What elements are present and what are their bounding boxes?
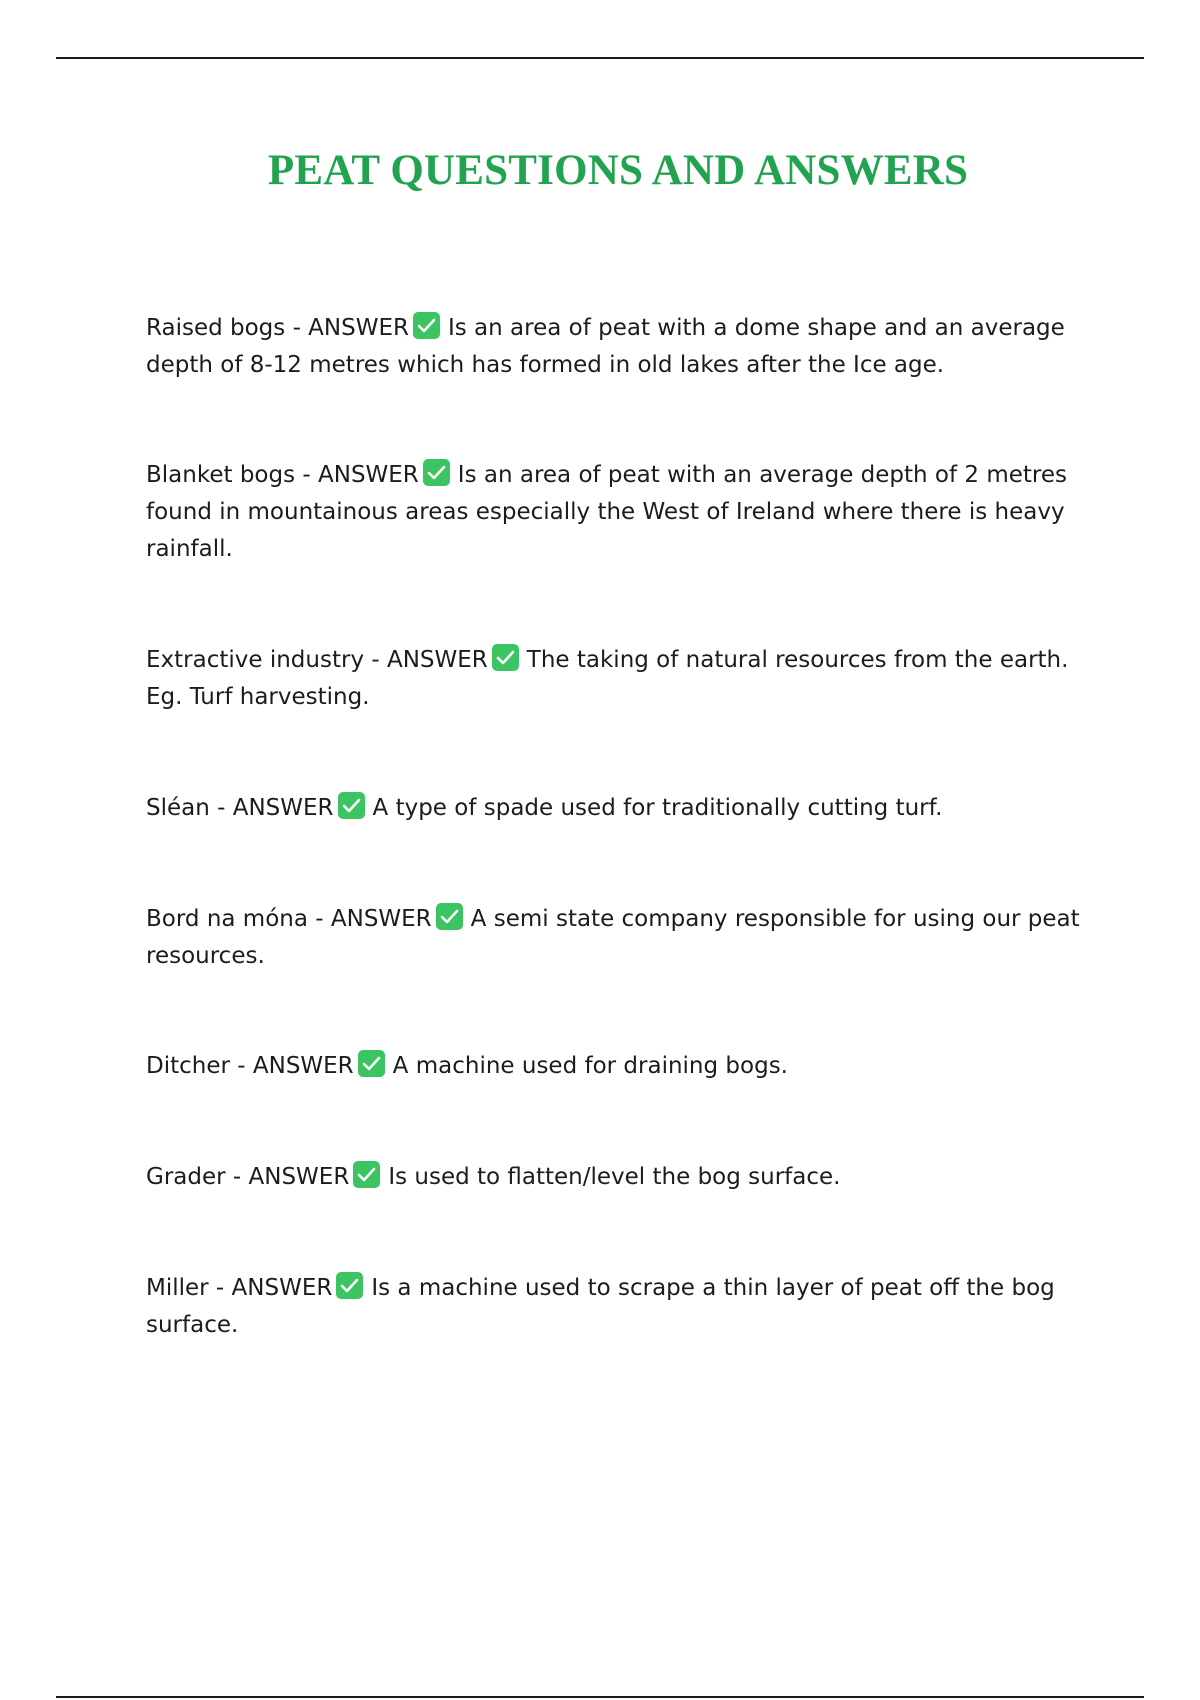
term: Blanket bogs	[146, 462, 296, 488]
answer-text: Is used to flatten/level the bog surface.	[388, 1164, 841, 1190]
qa-item-raised-bogs	[146, 310, 1086, 384]
check-icon	[436, 903, 463, 930]
check-icon	[423, 459, 450, 486]
page-title: PEAT QUESTIONS AND ANSWERS	[267, 147, 969, 194]
answer-text: Is a machine used to scrape a thin layer of peat off the bog surface.	[146, 1275, 1055, 1338]
answer-label: - ANSWER	[307, 906, 432, 932]
term: Sléan	[146, 795, 210, 821]
answer-label: - ANSWER	[229, 1053, 354, 1079]
qa-item-grader	[146, 1159, 1086, 1196]
check-icon	[338, 792, 365, 819]
term: Ditcher	[146, 1053, 230, 1079]
term: Bord na móna	[146, 906, 308, 932]
term: Grader	[146, 1164, 226, 1190]
answer-text: A machine used for draining bogs.	[392, 1053, 788, 1079]
answer-label: - ANSWER	[208, 1275, 333, 1301]
qa-item-extractive-industry	[146, 642, 1086, 716]
bottom-rule	[56, 1696, 1144, 1698]
answer-text: Is an area of peat with a dome shape and an average depth of 8-12 metres which has formed in old lakes after the Ice age.	[146, 315, 1065, 378]
qa-item-blanket-bogs	[146, 457, 1086, 568]
term: Extractive industry	[146, 647, 365, 673]
answer-label: - ANSWER	[225, 1164, 350, 1190]
term: Raised bogs	[146, 315, 286, 341]
term: Miller	[146, 1275, 209, 1301]
check-icon	[413, 312, 440, 339]
qa-item-miller	[146, 1270, 1086, 1344]
check-icon	[492, 644, 519, 671]
top-rule	[56, 57, 1144, 59]
answer-label: - ANSWER	[364, 647, 488, 673]
answer-text: Is an area of peat with an average depth of 2 metres found in mountainous areas especially the West of Ireland where there is heavy rainfall.	[146, 462, 1068, 562]
answer-label: - ANSWER	[295, 462, 419, 488]
answer-label: - ANSWER	[209, 795, 334, 821]
check-icon	[358, 1050, 385, 1077]
answer-text: The taking of natural resources from the earth. Eg. Turf harvesting.	[146, 647, 1069, 710]
answer-text: A semi state company responsible for using our peat resources.	[146, 906, 1080, 969]
qa-item-bord-na-mona	[146, 901, 1086, 975]
answer-label: - ANSWER	[285, 315, 409, 341]
check-icon	[336, 1272, 363, 1299]
answer-text: A type of spade used for traditionally cutting turf.	[372, 795, 943, 821]
qa-item-ditcher	[146, 1048, 1086, 1085]
qa-item-slean	[146, 790, 1086, 827]
check-icon	[353, 1161, 380, 1188]
